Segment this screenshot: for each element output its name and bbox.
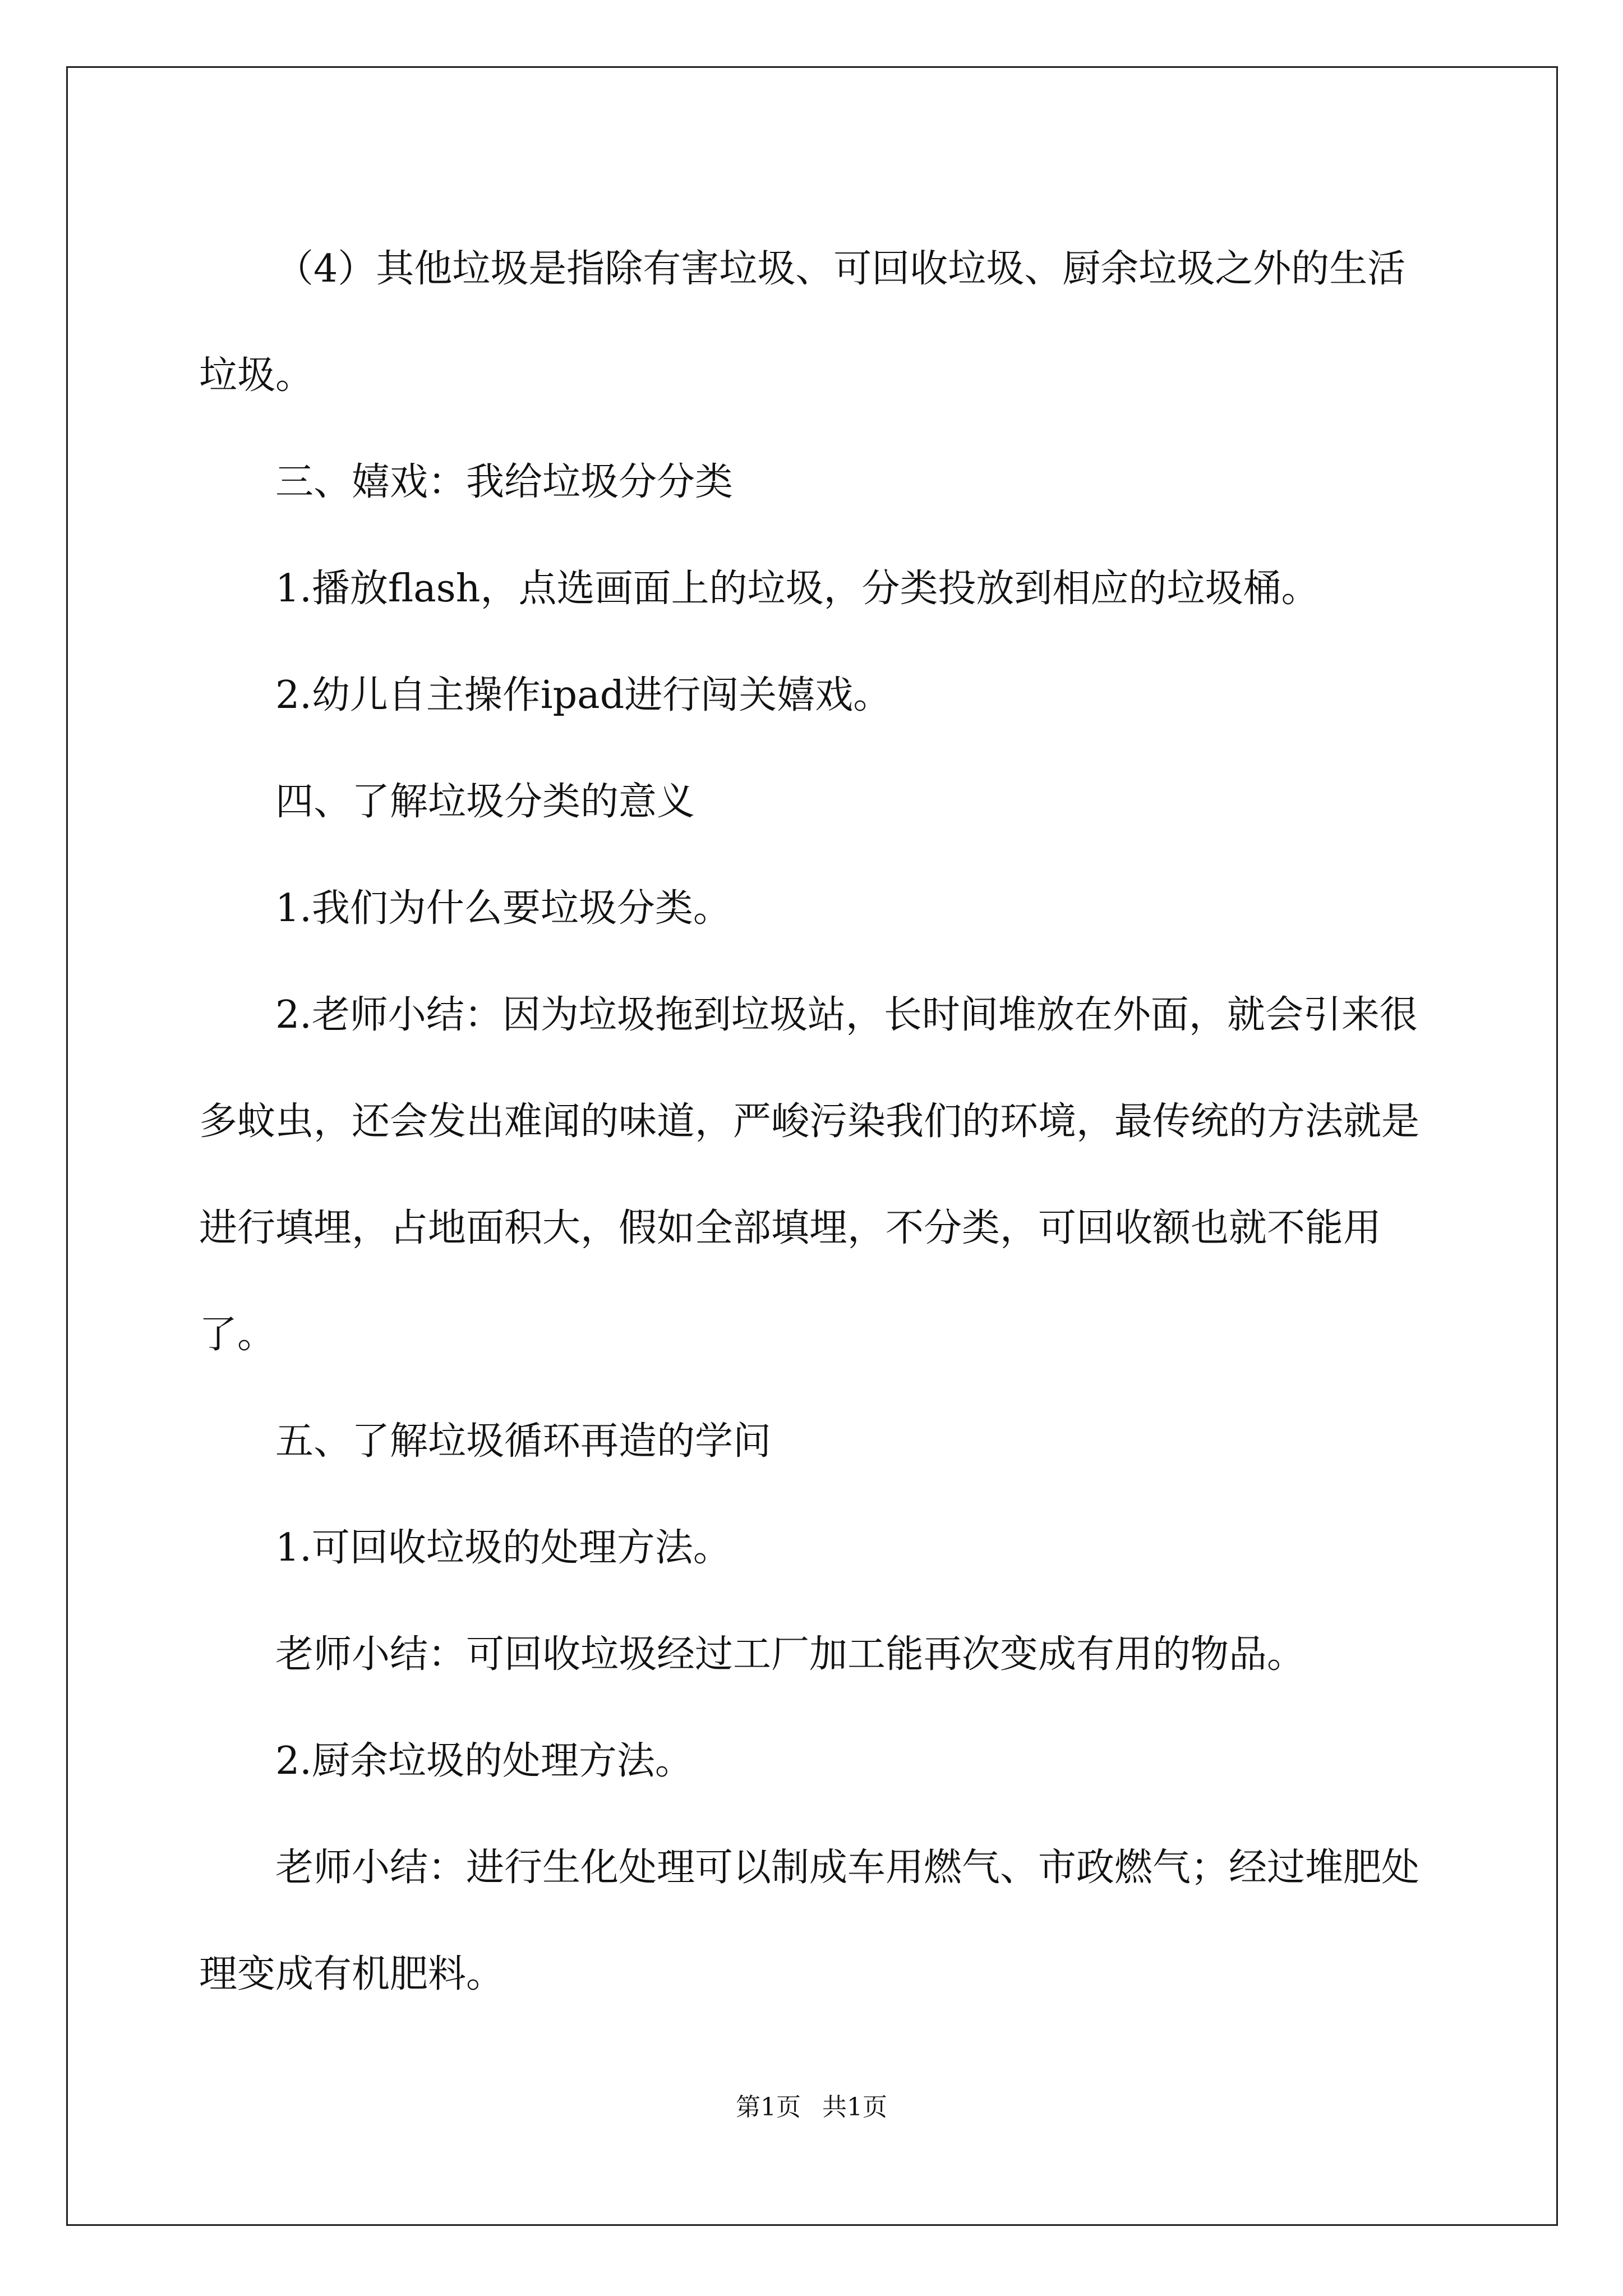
section-heading: 三、嬉戏：我给垃圾分分类 [275, 460, 734, 504]
section-heading: 五、了解垃圾循环再造的学问 [275, 1419, 772, 1464]
document-body [199, 216, 1433, 2028]
paragraph: 1.可回收垃圾的处理方法。 [275, 1526, 731, 1570]
page-number: 第1页 [736, 2093, 801, 2122]
paragraph: （4）其他垃圾是指除有害垃圾、可回收垃圾、厨余垃圾之外的生活垃圾。 [199, 247, 1406, 398]
paragraph: 1.播放flash，点选画面上的垃圾，分类投放到相应的垃圾桶。 [275, 567, 1320, 611]
paragraph: 2.幼儿自主操作ipad进行闯关嬉戏。 [275, 673, 892, 717]
paragraph: 老师小结：进行生化处理可以制成车用燃气、市政燃气；经过堆肥处理变成有机肥料。 [199, 1846, 1420, 1996]
page-total: 共1页 [822, 2093, 887, 2122]
paragraph: 1.我们为什么要垃圾分类。 [275, 886, 731, 931]
paragraph: 2.老师小结：因为垃圾拖到垃圾站，长时间堆放在外面，就会引来很多蚊虫，还会发出难闻的味道，严峻污染我们的环境，最传统的方法就是进行填埋，占地面积大，假如全部填埋，不分类，可回收额也就不能用了。 [199, 993, 1420, 1357]
page-footer [0, 2087, 1623, 2123]
section-heading: 四、了解垃圾分类的意义 [275, 780, 695, 824]
paragraph: 老师小结：可回收垃圾经过工厂加工能再次变成有用的物品。 [275, 1632, 1306, 1677]
paragraph: 2.厨余垃圾的处理方法。 [275, 1739, 693, 1783]
